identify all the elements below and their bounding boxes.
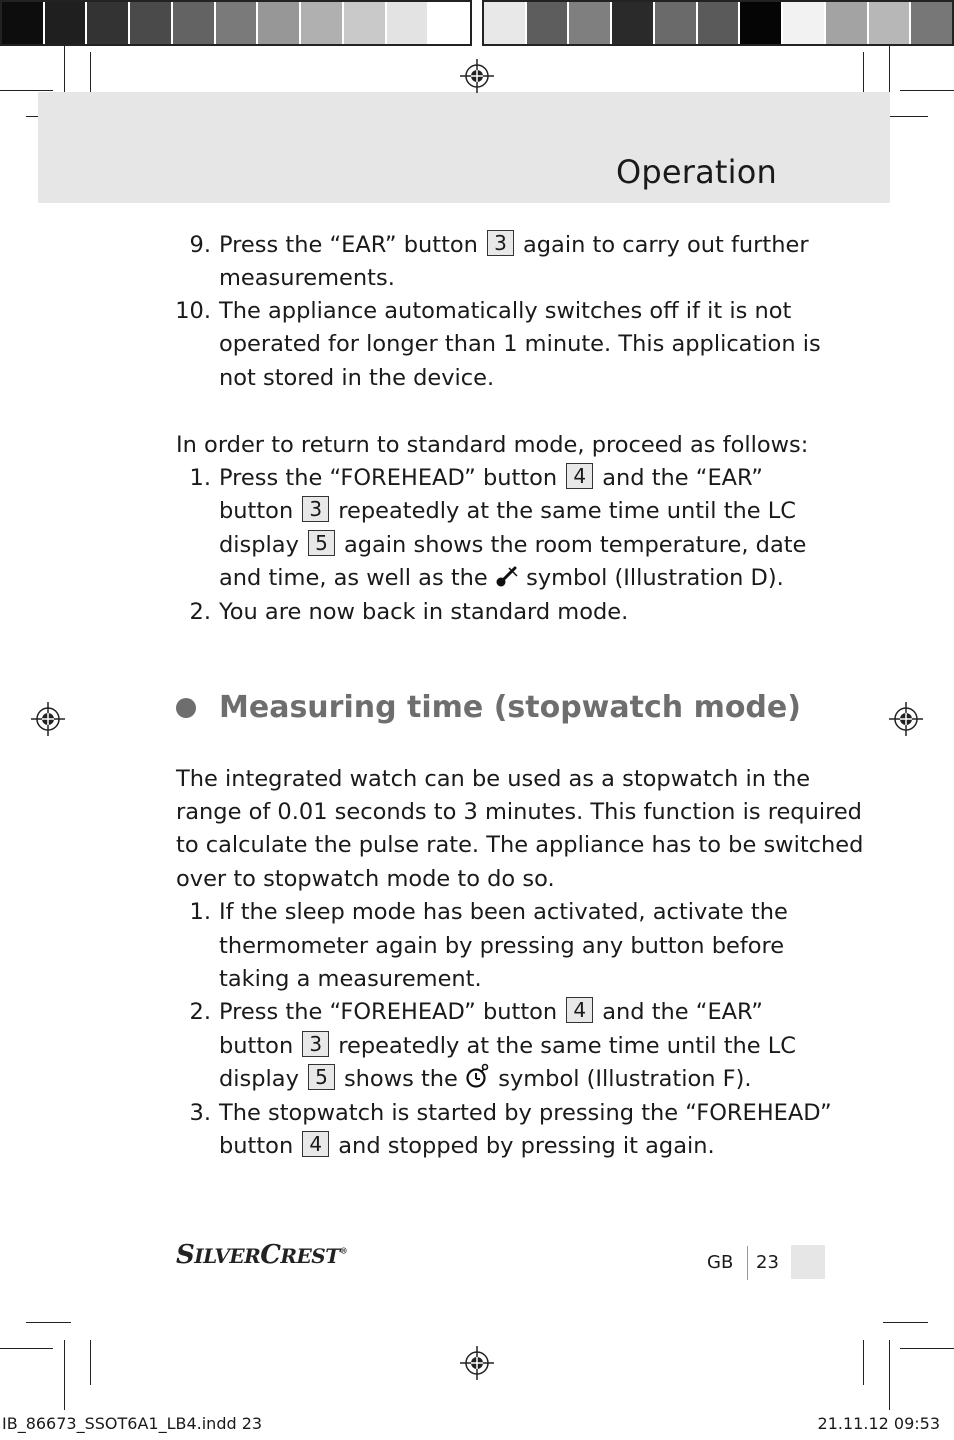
list-item-line: operated for longer than 1 minute. This application is [219, 331, 821, 357]
color-swatch [826, 2, 869, 44]
text-run: Press the “FOREHEAD” button [219, 999, 558, 1025]
crop-mark [900, 90, 954, 91]
registered-mark: ® [339, 1245, 348, 1256]
color-swatch [869, 2, 912, 44]
list-item-line [219, 529, 806, 563]
list-number: 10. [175, 298, 211, 324]
text-run: repeatedly at the same time until the LC [338, 1033, 797, 1059]
button-ref-box: 5 [308, 530, 335, 556]
stopwatch-icon [465, 1063, 491, 1089]
paragraph: In order to return to standard mode, proceed as follows: [176, 432, 809, 458]
language-code: GB [707, 1252, 734, 1273]
text-run: symbol (Illustration D). [526, 565, 784, 591]
list-item-line: taking a measurement. [219, 966, 482, 992]
text-run: and stopped by pressing it again. [338, 1133, 715, 1159]
color-swatch [301, 2, 344, 44]
crop-mark [883, 1322, 928, 1323]
list-item-line: You are now back in standard mode. [219, 599, 629, 625]
button-ref-box: 4 [302, 1131, 329, 1157]
text-run: again to carry out further [522, 232, 809, 258]
crop-mark [0, 90, 53, 91]
list-item-line [219, 1063, 752, 1097]
text-run: symbol (Illustration F). [498, 1066, 752, 1092]
paragraph-line: range of 0.01 seconds to 3 minutes. This function is required [176, 799, 862, 825]
crop-mark [26, 1322, 71, 1323]
color-bar-left [0, 0, 472, 46]
color-swatch [387, 2, 430, 44]
list-number: 1. [189, 465, 211, 491]
color-swatch [45, 2, 88, 44]
paragraph-line: to calculate the pulse rate. The appliance has to be switched [176, 832, 864, 858]
file-slug: IB_86673_SSOT6A1_LB4.indd 23 [2, 1414, 263, 1433]
bullet-icon [176, 698, 196, 718]
registration-mark-icon [460, 1346, 494, 1380]
paragraph-line: The integrated watch can be used as a stopwatch in the [176, 766, 811, 792]
button-ref-box: 3 [302, 496, 329, 522]
text-run: display [219, 532, 299, 558]
color-swatch [2, 2, 45, 44]
color-swatch [87, 2, 130, 44]
footer-divider [747, 1246, 748, 1280]
color-swatch [173, 2, 216, 44]
text-run: display [219, 1066, 299, 1092]
registration-mark-icon [460, 59, 494, 93]
list-number: 9. [189, 232, 211, 258]
footer-tab [791, 1245, 825, 1279]
text-run: repeatedly at the same time until the LC [338, 498, 797, 524]
logo-letter: S [176, 1240, 195, 1270]
section-heading: Measuring time (stopwatch mode) [219, 690, 801, 725]
text-run: Press the “FOREHEAD” button [219, 465, 558, 491]
brand-logo [176, 1240, 347, 1270]
page-number: 23 [756, 1252, 779, 1273]
button-ref-box: 4 [566, 463, 593, 489]
list-number: 2. [189, 999, 211, 1025]
list-number: 1. [189, 899, 211, 925]
date-slug: 21.11.12 09:53 [817, 1414, 940, 1433]
logo-letter: REST [280, 1244, 340, 1268]
text-run: button [219, 1033, 294, 1059]
text-run: and the “EAR” [602, 999, 763, 1025]
crop-mark [863, 1340, 864, 1385]
color-swatch [698, 2, 741, 44]
color-swatch [783, 2, 826, 44]
button-ref-box: 5 [308, 1064, 335, 1090]
color-swatch [216, 2, 259, 44]
color-swatch [484, 2, 527, 44]
page-title: Operation [615, 153, 777, 191]
text-run: and time, as well as the [219, 565, 488, 591]
color-swatch [612, 2, 655, 44]
color-swatch [344, 2, 387, 44]
button-ref-box: 3 [302, 1031, 329, 1057]
button-ref-box: 4 [566, 997, 593, 1023]
text-run: again shows the room temperature, date [343, 532, 807, 558]
list-item-line [219, 1030, 796, 1064]
color-swatch [258, 2, 301, 44]
list-item-line [219, 495, 796, 529]
color-swatch [569, 2, 612, 44]
registration-mark-icon [31, 702, 65, 736]
list-item-line: not stored in the device. [219, 365, 495, 391]
crop-mark [0, 1348, 53, 1349]
text-run: and the “EAR” [602, 465, 763, 491]
text-run: Press the “EAR” button [219, 232, 478, 258]
color-swatch [130, 2, 173, 44]
paragraph-line: over to stopwatch mode to do so. [176, 866, 555, 892]
list-item-line [219, 462, 763, 496]
list-number: 3. [189, 1100, 211, 1126]
list-item-line: measurements. [219, 265, 395, 291]
thermometer-probe-icon [495, 564, 519, 588]
list-item-line: If the sleep mode has been activated, activate the [219, 899, 788, 925]
color-swatch [429, 2, 470, 44]
crop-mark [90, 1340, 91, 1385]
text-run: button [219, 1133, 294, 1159]
list-item-line: The stopwatch is started by pressing the “FOREHEAD” [219, 1100, 832, 1126]
list-item-line: thermometer again by pressing any button before [219, 933, 785, 959]
list-number: 2. [189, 599, 211, 625]
list-item-line [219, 229, 809, 263]
text-run: shows the [343, 1066, 458, 1092]
crop-mark [889, 1340, 890, 1410]
color-swatch [740, 2, 783, 44]
color-swatch [527, 2, 570, 44]
color-bar-right [482, 0, 954, 46]
list-item-line [219, 562, 784, 596]
crop-mark [64, 1340, 65, 1410]
text-run: button [219, 498, 294, 524]
registration-mark-icon [889, 702, 923, 736]
button-ref-box: 3 [487, 230, 514, 256]
logo-letter: C [260, 1240, 281, 1270]
list-item-line: The appliance automatically switches off if it is not [219, 298, 792, 324]
color-swatch [655, 2, 698, 44]
list-item-line [219, 996, 763, 1030]
crop-mark [900, 1348, 954, 1349]
logo-letter: ILVER [194, 1244, 261, 1268]
list-item-line [219, 1130, 715, 1164]
color-swatch [911, 2, 952, 44]
